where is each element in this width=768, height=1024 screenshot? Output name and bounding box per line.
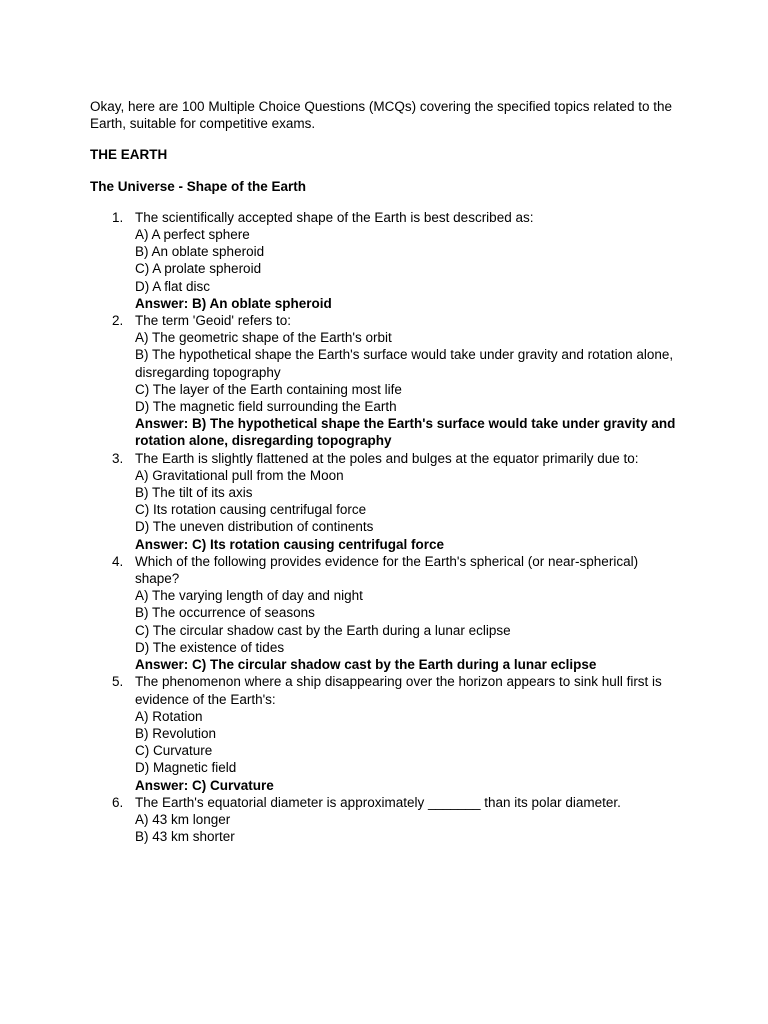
answer-option: D) The magnetic field surrounding the Earth bbox=[135, 399, 397, 415]
answer-option: A) The varying length of day and night bbox=[135, 588, 363, 604]
question-text: The phenomenon where a ship disappearing over the horizon appears to sink hull first is evidence of the Earth's: bbox=[135, 674, 662, 707]
correct-answer: Answer: B) An oblate spheroid bbox=[135, 295, 332, 311]
question-item bbox=[90, 794, 678, 846]
answer-option: A) The geometric shape of the Earth's orbit bbox=[135, 330, 392, 346]
answer-option: A) 43 km longer bbox=[135, 811, 231, 827]
question-list bbox=[90, 209, 678, 846]
question-text: The Earth's equatorial diameter is approximately _______ than its polar diameter. bbox=[135, 794, 621, 810]
question-text: The Earth is slightly flattened at the poles and bulges at the equator primarily due to: bbox=[135, 450, 639, 466]
question-text: The term 'Geoid' refers to: bbox=[135, 313, 291, 329]
answer-option: D) The existence of tides bbox=[135, 639, 285, 655]
question-item bbox=[90, 209, 678, 312]
question-number: 1. bbox=[112, 209, 124, 225]
answer-option: A) Gravitational pull from the Moon bbox=[135, 467, 344, 483]
answer-option: B) The occurrence of seasons bbox=[135, 605, 315, 621]
answer-option: B) An oblate spheroid bbox=[135, 244, 265, 260]
question-text: Which of the following provides evidence for the Earth's spherical (or near-spherical) shape? bbox=[135, 553, 639, 587]
answer-option: C) Its rotation causing centrifugal force bbox=[135, 502, 367, 518]
answer-option: C) The circular shadow cast by the Earth during a lunar eclipse bbox=[135, 622, 511, 638]
answer-option: B) 43 km shorter bbox=[135, 829, 235, 845]
answer-option: B) The tilt of its axis bbox=[135, 485, 253, 501]
answer-option: C) A prolate spheroid bbox=[135, 261, 262, 277]
subsection-title: The Universe - Shape of the Earth bbox=[90, 178, 307, 194]
answer-option: A) A perfect sphere bbox=[135, 227, 250, 243]
question-item bbox=[90, 450, 678, 553]
answer-option: C) Curvature bbox=[135, 743, 213, 759]
correct-answer: Answer: C) Its rotation causing centrifugal force bbox=[135, 536, 445, 552]
question-item bbox=[90, 673, 678, 793]
correct-answer: Answer: B) The hypothetical shape the Earth's surface would take under gravity and rotation alone, disregarding topography bbox=[135, 416, 676, 449]
question-text: The scientifically accepted shape of the Earth is best described as: bbox=[135, 209, 534, 225]
answer-option: A) Rotation bbox=[135, 708, 203, 724]
question-item bbox=[90, 312, 678, 450]
question-number: 3. bbox=[112, 450, 124, 466]
answer-option: B) The hypothetical shape the Earth's surface would take under gravity and rotation alone, disregarding topography bbox=[135, 347, 674, 380]
answer-option: D) The uneven distribution of continents bbox=[135, 519, 374, 535]
section-title: THE EARTH bbox=[90, 147, 168, 163]
intro-paragraph: Okay, here are 100 Multiple Choice Questions (MCQs) covering the specified topics related to the Earth, suitable for competitive exams. bbox=[90, 99, 673, 132]
correct-answer: Answer: C) Curvature bbox=[135, 777, 274, 793]
answer-option: D) Magnetic field bbox=[135, 760, 237, 776]
question-number: 6. bbox=[112, 794, 124, 810]
question-number: 2. bbox=[112, 313, 124, 329]
question-number: 5. bbox=[112, 674, 124, 690]
answer-option: B) Revolution bbox=[135, 725, 217, 741]
question-number: 4. bbox=[112, 553, 124, 569]
question-item bbox=[90, 553, 678, 673]
answer-option: C) The layer of the Earth containing most life bbox=[135, 381, 402, 397]
answer-option: D) A flat disc bbox=[135, 278, 211, 294]
correct-answer: Answer: C) The circular shadow cast by the Earth during a lunar eclipse bbox=[135, 657, 597, 673]
